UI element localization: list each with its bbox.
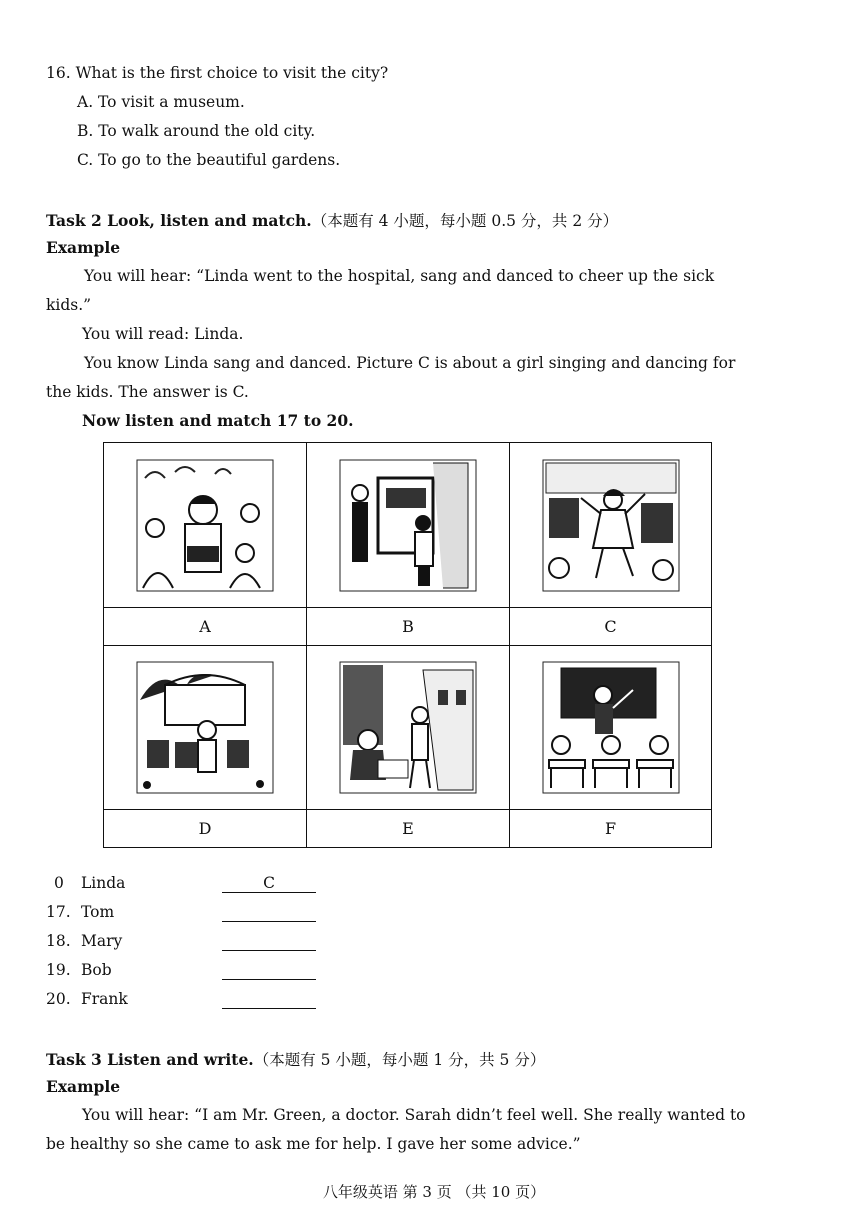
picture-label-c: C <box>510 608 711 646</box>
picture-b-illustration <box>338 458 478 593</box>
task2-points: （本题有 4 小题，每小题 0.5 分，共 2 分） <box>311 212 619 230</box>
task3-heading-line <box>46 1048 545 1070</box>
picture-grid <box>103 442 712 848</box>
task3-example-label: Example <box>46 1077 121 1096</box>
picture-f <box>510 646 711 810</box>
picture-a-illustration <box>135 458 275 593</box>
picture-label-d: D <box>104 810 307 847</box>
task3-hear-line-1: You will hear: “I am Mr. Green, a doctor. Sarah didn’t feel well. She really wanted to <box>82 1106 746 1124</box>
answer-name: Tom <box>81 903 115 921</box>
question-16-option-b: B. To walk around the old city. <box>77 122 316 140</box>
task2-know-line-2: the kids. The answer is C. <box>46 383 249 401</box>
picture-d-illustration <box>135 660 275 795</box>
picture-c-illustration <box>541 458 681 593</box>
answer-name: Frank <box>81 990 128 1008</box>
picture-d <box>104 646 307 810</box>
task3-heading: Task 3 Listen and write. <box>46 1050 254 1069</box>
answer-name: Bob <box>81 961 112 979</box>
task3-points: （本题有 5 小题，每小题 1 分，共 5 分） <box>253 1051 546 1069</box>
question-16-stem: 16. What is the first choice to visit the city? <box>46 64 389 82</box>
task2-now-line: Now listen and match 17 to 20. <box>82 411 354 430</box>
picture-f-illustration <box>541 660 681 795</box>
answer-number: 0 <box>54 874 64 892</box>
picture-c <box>510 443 711 608</box>
question-16-option-c: C. To go to the beautiful gardens. <box>77 151 341 169</box>
question-16-option-a: A. To visit a museum. <box>77 93 245 111</box>
page-footer: 八年级英语 第 3 页 （共 10 页） <box>322 1183 546 1201</box>
task2-hear-line-2: kids.” <box>46 296 92 314</box>
picture-label-b: B <box>307 608 510 646</box>
answer-name: Linda <box>81 874 126 892</box>
picture-a <box>104 443 307 608</box>
task2-heading: Task 2 Look, listen and match. <box>46 211 312 230</box>
answer-name: Mary <box>81 932 123 950</box>
task2-heading-line <box>46 209 618 231</box>
answer-number: 17. <box>46 903 71 921</box>
answer-blank[interactable] <box>222 950 316 951</box>
task2-example-label: Example <box>46 238 121 257</box>
task2-read-line: You will read: Linda. <box>82 325 244 343</box>
task2-hear-line-1: You will hear: “Linda went to the hospital, sang and danced to cheer up the sick <box>84 267 715 285</box>
answer-blank[interactable] <box>222 1008 316 1009</box>
picture-b <box>307 443 510 608</box>
answer-number: 18. <box>46 932 71 950</box>
picture-label-f: F <box>604 819 617 838</box>
picture-label-a: A <box>104 608 307 646</box>
answer-blank <box>222 892 316 893</box>
picture-label-e: E <box>307 810 510 847</box>
answer-blank[interactable] <box>222 979 316 980</box>
answer-number: 19. <box>46 961 71 979</box>
task2-know-line-1: You know Linda sang and danced. Picture C is about a girl singing and dancing for <box>84 354 736 372</box>
answer-value: C <box>263 874 275 892</box>
answer-number: 20. <box>46 990 71 1008</box>
answer-blank[interactable] <box>222 921 316 922</box>
task3-hear-line-2: be healthy so she came to ask me for help. I gave her some advice.” <box>46 1135 581 1153</box>
picture-e-illustration <box>338 660 478 795</box>
picture-e <box>307 646 510 810</box>
